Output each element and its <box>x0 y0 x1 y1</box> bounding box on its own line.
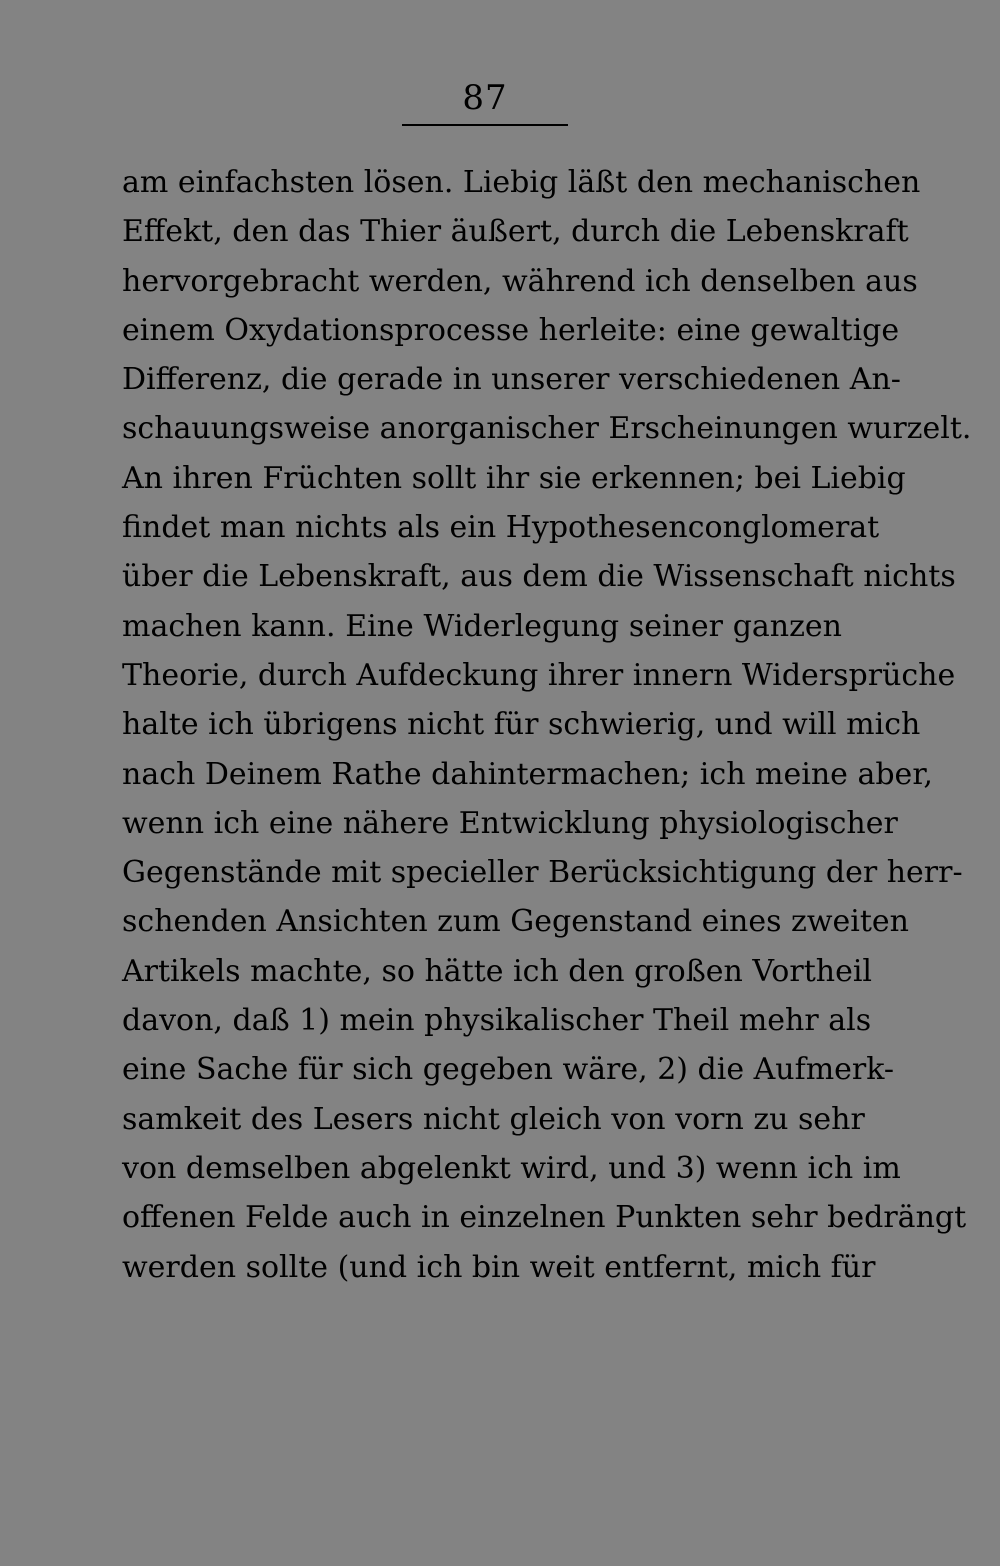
body-text <box>122 158 972 1292</box>
text-line: samkeit des Lesers nicht gleich von vorn zu sehr <box>122 1101 865 1137</box>
text-line: über die Lebenskraft, aus dem die Wissenschaft nichts <box>122 559 956 595</box>
text-line: offenen Felde auch in einzelnen Punkten sehr bedrängt <box>122 1200 967 1236</box>
text-line: nach Deinem Rathe dahintermachen; ich meine aber, <box>122 756 933 792</box>
text-line: davon, daß 1) mein physikalischer Theil mehr als <box>122 1003 872 1039</box>
text-line: Effekt, den das Thier äußert, durch die Lebenskraft <box>122 214 909 250</box>
text-line: hervorgebracht werden, während ich denselben aus <box>122 263 918 299</box>
text-line: von demselben abgelenkt wird, und 3) wenn ich im <box>122 1150 901 1186</box>
page-number: 87 <box>462 78 508 118</box>
text-line: findet man nichts als ein Hypothesenconglomerat <box>122 510 880 546</box>
text-line: Artikels machte, so hätte ich den großen Vortheil <box>122 953 873 989</box>
text-line: schenden Ansichten zum Gegenstand eines zweiten <box>122 904 910 940</box>
text-line: einem Oxydationsprocesse herleite: eine gewaltige <box>122 312 900 348</box>
text-line: eine Sache für sich gegeben wäre, 2) die Aufmerk- <box>122 1052 895 1088</box>
text-line: wenn ich eine nähere Entwicklung physiologischer <box>122 805 898 841</box>
text-line: am einfachsten lösen. Liebig läßt den mechanischen <box>122 165 921 200</box>
text-line: werden sollte (und ich bin weit entfernt, mich für <box>122 1249 876 1285</box>
text-line: An ihren Früchten sollt ihr sie erkennen; bei Liebig <box>122 460 906 496</box>
text-line: machen kann. Eine Widerlegung seiner ganzen <box>122 608 842 644</box>
text-line: schauungsweise anorganischer Erscheinungen wurzelt. <box>122 411 972 447</box>
text-line: Gegenstände mit specieller Berücksichtigung der herr- <box>122 855 963 891</box>
header-rule <box>402 124 568 126</box>
text-line: Differenz, die gerade in unserer verschiedenen An- <box>122 362 901 398</box>
text-line: halte ich übrigens nicht für schwierig, und will mich <box>122 707 921 743</box>
text-line: Theorie, durch Aufdeckung ihrer innern Widersprüche <box>122 657 956 693</box>
